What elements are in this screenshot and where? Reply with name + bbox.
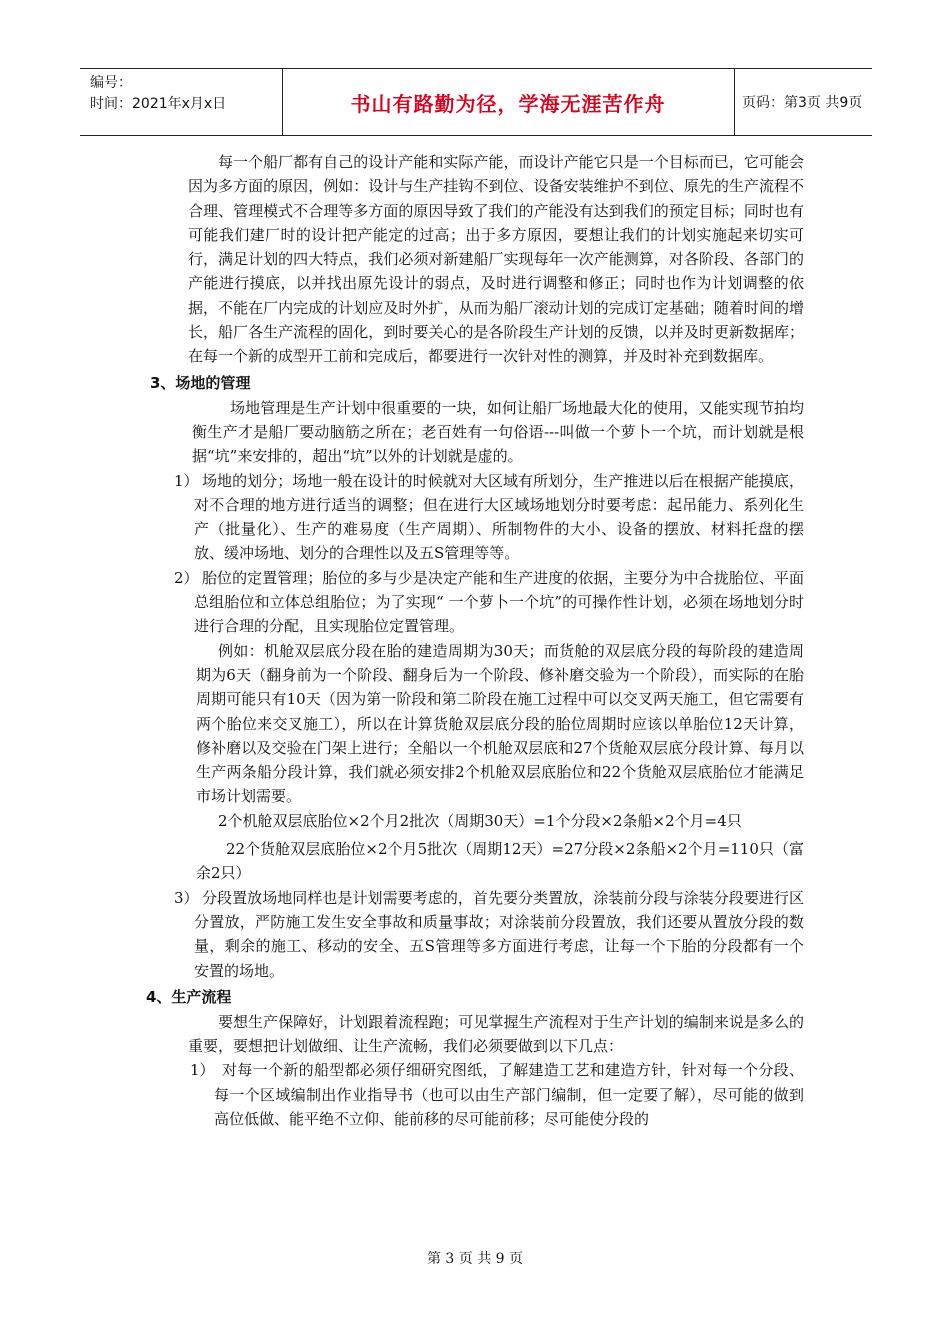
list-item-text: 分段置放场地同样也是计划需要考虑的，首先要分类置放，涂装前分段与涂装分段要进行区分置放，严防施工发生安全事故和质量事故；对涂装前分段置放，我们还要从置放分段的数量，剩余的施工、移动的安全、五S管理等多方面进行考虑，让每一个下胎的分段都有一个安置的场地。 bbox=[194, 888, 804, 980]
paragraph-site-management-intro: 场地管理是生产计划中很重要的一块，如何让船厂场地最大化的使用，又能实现节拍均衡生产才是船厂要动脑筋之所在；老百姓有一句俗语---叫做一个萝卜一个坑，而计划就是根据“坑”来安排的，超出“坑”以外的计划就是虚的。 bbox=[192, 398, 804, 466]
list-item bbox=[0, 566, 950, 639]
paragraph-capacity-measurement: 每一个船厂都有自己的设计产能和实际产能，而设计产能它只是一个目标而已，它可能会因为多方面的原因，例如：设计与生产挂钩不到位、设备安装维护不到位、原先的生产流程不合理、管理模式不合理等多方面的原因导致了我们的产能没有达到我们的预定目标；同时也有可能我们建厂时的设计把产能定的过高；出于多方原因，要想让我们的计划实施起来切实可行，满足计划的四大特点，我们必须对新建船厂实现每年一次产能测算，对各阶段、各部门的产能进行摸底，以并找出原先设计的弱点，及时进行调整和修正；同时也作为计划调整的依据，不能在厂内完成的计划应及时外扩，从而为船厂滚动计划的完成订定基础；随着时间的增长，船厂各生产流程的固化，到时要关心的是各阶段生产计划的反馈，以并及时更新数据库；在每一个新的成型开工前和完成后，都要进行一次针对性的测算，并及时补充到数据库。 bbox=[188, 153, 804, 366]
section-heading-production-flow: 4、生产流程 bbox=[146, 987, 232, 1006]
header-page-number: 页码：第3页 共9页 bbox=[742, 95, 863, 111]
list-item bbox=[0, 886, 950, 983]
paragraph-production-flow-intro: 要想生产保障好，计划跟着流程跑；可见掌握生产流程对于生产计划的编制来说是多么的重要，要想把计划做细、让生产流畅，我们必须要做到以下几点： bbox=[188, 1012, 804, 1056]
list-item-number: 3） bbox=[174, 888, 199, 907]
page-header bbox=[80, 68, 872, 136]
list-item-text: 胎位的定置管理；胎位的多与少是决定产能和生产进度的依据，主要分为中合拢胎位、平面总组胎位和立体总组胎位；为了实现“ 一个萝卜一个坑”的可操作性计划，必须在场地划分时进行合理的分配，且实现胎位定置管理。 bbox=[194, 568, 804, 636]
header-motto: 书山有路勤为径，学海无涯苦作舟 bbox=[350, 91, 666, 116]
paragraph-example: 例如：机舱双层底分段在胎的建造周期为30天；而货舱的双层底分段的每阶段的建造周期为6天（翻身前为一个阶段、翻身后为一个阶段、修补磨交验为一个阶段），而实际的在胎周期可能只有10天（因为第一阶段和第二阶段在施工过程中可以交叉两天施工，但它需要有两个胎位来交叉施工），所以在计算货舱双层底分段的胎位周期时应该以单胎位12天计算，修补磨以及交验在门架上进行；全船以一个机舱双层底和27个货舱双层底分段计算、每月以生产两条船分段计算，我们就必须安排2个机舱双层底胎位和22个货舱双层底胎位才能满足市场计划需要。 bbox=[196, 641, 804, 806]
list-item-number: 1） bbox=[190, 1061, 215, 1080]
page-footer: 第 3 页 共 9 页 bbox=[426, 1251, 524, 1267]
document-body bbox=[0, 150, 950, 1131]
list-item bbox=[0, 469, 950, 566]
list-item-text: 对每一个新的船型都必须仔细研究图纸，了解建造工艺和建造方针，针对每一个分段、每一个区域编制出作业指导书（也可以由生产部门编制，但一定要了解），尽可能的做到高位低做、能平绝不立仰、能前移的尽可能前移；尽可能使分段的 bbox=[214, 1061, 804, 1128]
list-item-number: 1） bbox=[174, 471, 199, 490]
document-date-label: 时间：2021年x月x日 bbox=[90, 96, 227, 112]
document-number-label: 编号： bbox=[90, 75, 132, 91]
section-heading-site-management: 3、场地的管理 bbox=[150, 373, 251, 392]
list-item-text: 场地的划分；场地一般在设计的时候就对大区域有所划分，生产推进以后在根据产能摸底，对不合理的地方进行适当的调整；但在进行大区域场地划分时要考虑：起吊能力、系列化生产（批量化）、生产的难易度（生产周期）、所制物件的大小、设备的摆放、材料托盘的摆放、缓冲场地、划分的合理性以及五S管理等等。 bbox=[194, 471, 804, 563]
header-meta bbox=[90, 73, 280, 115]
calculation-engine-room: 2个机舱双层底胎位×2个月2批次（周期30天）=1个分段×2条船×2个月=4只 bbox=[218, 811, 742, 830]
list-item bbox=[0, 1058, 950, 1131]
header-divider bbox=[734, 69, 735, 135]
list-item-number: 2） bbox=[174, 568, 199, 587]
calculation-cargo-hold: 22个货舱双层底胎位×2个月5批次（周期12天）=27分段×2条船×2个月=110只（富余2只） bbox=[196, 840, 804, 883]
